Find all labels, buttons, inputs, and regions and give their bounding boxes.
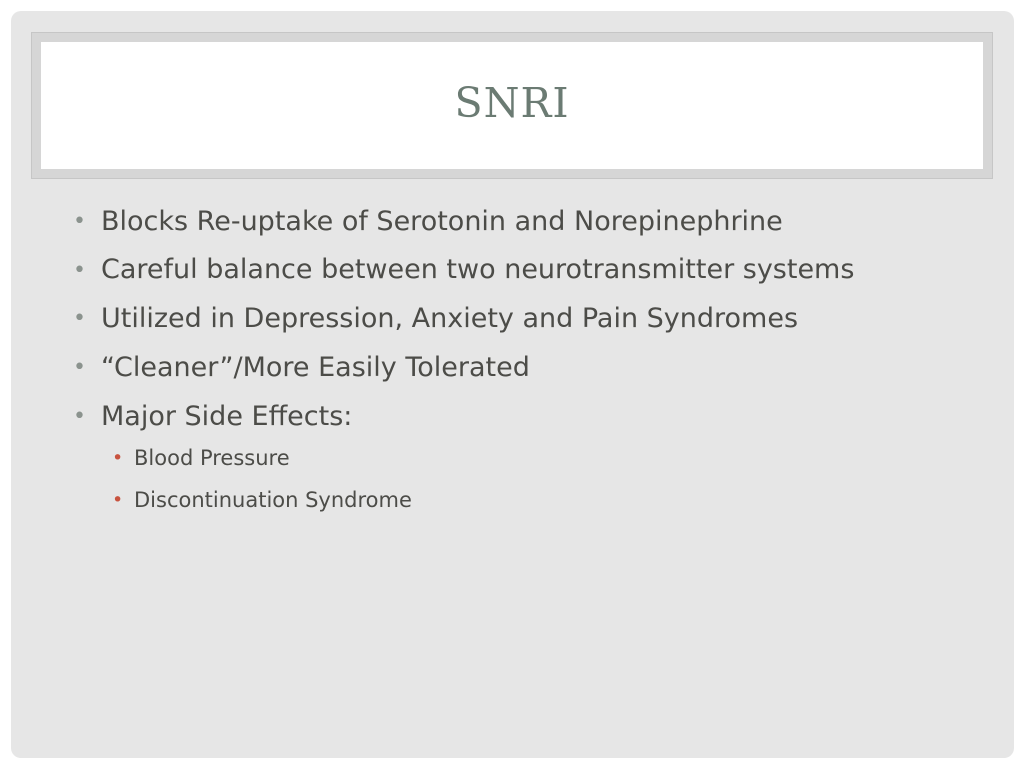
bullet-text: Major Side Effects: — [101, 401, 353, 432]
sub-bullet-text: Discontinuation Syndrome — [134, 488, 412, 512]
bullet-item — [72, 201, 952, 242]
title-box — [41, 42, 983, 169]
sub-bullet-marker: • — [112, 447, 124, 469]
bullet-list — [72, 201, 952, 528]
bullet-text: Careful balance between two neurotransmitter systems — [101, 254, 855, 285]
bullet-item — [72, 298, 952, 339]
sub-bullet-list — [105, 439, 956, 520]
sub-bullet-item — [105, 439, 956, 478]
title-frame — [31, 32, 993, 179]
sub-bullet-marker: • — [112, 489, 124, 511]
bullet-marker: • — [73, 355, 86, 380]
bullet-text: “Cleaner”/More Easily Tolerated — [101, 352, 530, 383]
bullet-item — [72, 396, 952, 520]
slide — [11, 11, 1014, 758]
bullet-item — [72, 250, 952, 290]
slide-title: SNRI — [454, 78, 570, 127]
sub-bullet-item — [105, 481, 956, 520]
bullet-marker: • — [73, 258, 86, 283]
bullet-item — [72, 347, 952, 388]
bullet-text: Blocks Re-uptake of Serotonin and Norepinephrine — [101, 206, 783, 237]
sub-bullet-text: Blood Pressure — [134, 446, 290, 470]
bullet-text: Utilized in Depression, Anxiety and Pain Syndromes — [101, 303, 799, 334]
bullet-marker: • — [73, 404, 86, 429]
bullet-marker: • — [73, 209, 86, 234]
bullet-marker: • — [73, 306, 86, 331]
